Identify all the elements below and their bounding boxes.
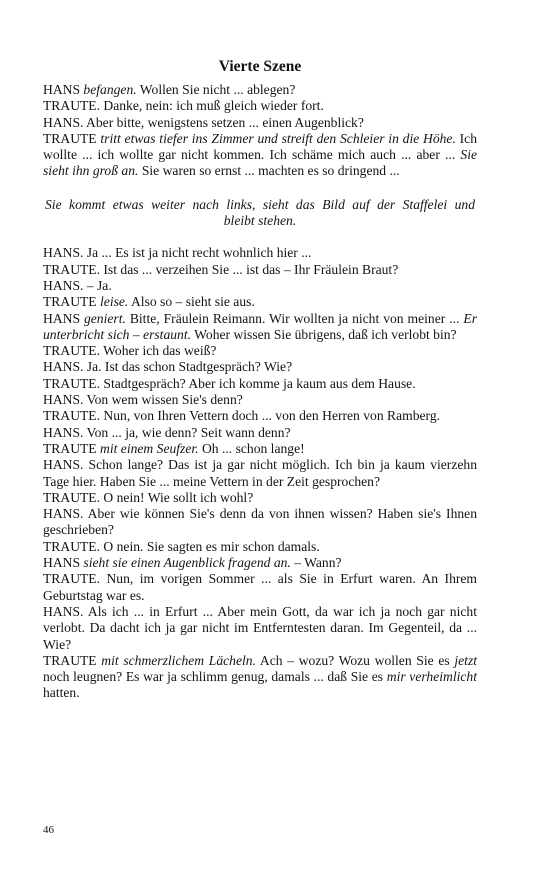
dialogue-text-segment: TRAUTE. Stadtgespräch? Aber ich komme ja kaum aus dem Hause. [43,375,416,391]
dialogue-text-segment: TRAUTE. Nun, von Ihren Vettern doch ... von den Herren von Ramberg. [43,408,441,424]
dialogue-text-segment: HANS [43,555,84,571]
dialogue-text-segment: Woher wissen Sie übrigens, daß ich verlobt bin? [191,326,457,342]
dialogue-text-segment: TRAUTE. Ist das ... verzeihen Sie ... ist das – Ihr Fräulein Braut? [43,261,399,277]
stage-note: befangen. [83,82,137,97]
dialogue-text-segment: TRAUTE [43,130,101,146]
dialogue-line [43,245,477,261]
dialogue-text-segment: HANS. Schon lange? Das ist ja gar nicht möglich. Ich bin ja kaum vierzehn Tage hier. Haben Sie ... meine Vettern in der Zeit gesprochen? [43,457,477,489]
dialogue-line [43,98,477,114]
dialogue-text-segment: HANS. Aber wie können Sie's denn da von ihnen wissen? Haben sie's Ihnen geschrieben? [43,506,477,538]
dialogue-line [43,131,477,180]
stage-note: mit einem Seufzer. [100,440,199,456]
dialogue-text-segment: TRAUTE. Nun, im vorigen Sommer ... als Sie in Erfurt waren. An Ihrem Geburtstag war es. [43,571,477,603]
dialogue-line [43,506,477,539]
page-number: 46 [43,824,54,836]
dialogue-line [43,490,477,506]
dialogue-line [43,571,477,604]
dialogue-line [43,457,477,490]
dialogue-block-1 [43,82,477,180]
dialogue-line [43,262,477,278]
dialogue-text-segment: Also so – sieht sie aus. [128,294,255,310]
dialogue-line [43,604,477,653]
dialogue-text-segment: hatten. [43,685,80,701]
dialogue-line [43,408,477,424]
dialogue-text-segment: Bitte, Fräulein Reimann. Wir wollten ja nicht von meiner ... [125,310,464,326]
dialogue-line [43,555,477,571]
dialogue-line [43,653,477,702]
dialogue-text-segment: TRAUTE. O nein! Wie sollt ich wohl? [43,489,254,505]
dialogue-text-segment: TRAUTE. Woher ich das weiß? [43,343,217,359]
dialogue-line [43,278,477,294]
dialogue-text-segment: Wollen Sie nicht ... ablegen? [136,82,296,97]
dialogue-line [43,311,477,344]
dialogue-text-segment: Ach – wozu? Wozu wollen Sie es [256,652,455,668]
stage-note: leise. [100,294,129,310]
document-page [43,57,477,702]
stage-note: sieht sie einen Augenblick fragend an. [83,555,291,571]
dialogue-text-segment: TRAUTE. Danke, nein: ich muß gleich wieder fort. [43,98,324,114]
stage-note: Sie sieht ihn groß an. [43,147,477,179]
stage-note: Er unterbricht sich – erstaunt. [43,310,477,342]
dialogue-line [43,441,477,457]
stage-direction-line-2: bleibt stehen. [223,213,297,229]
dialogue-line [43,294,477,310]
dialogue-text-segment: TRAUTE. O nein. Sie sagten es mir schon damals. [43,538,320,554]
stage-direction [43,197,477,230]
dialogue-text-segment: HANS. Von ... ja, wie denn? Seit wann denn? [43,424,291,440]
dialogue-text-segment: Ich wollte ... ich wollte gar nicht kommen. Ich schäme mich auch ... aber ... [43,130,478,163]
dialogue-text-segment: HANS [43,310,84,326]
dialogue-text-segment: – Wann? [290,555,342,571]
stage-note: tritt etwas tiefer ins Zimmer und streift den Schleier in die Höhe. [100,130,456,146]
dialogue-text-segment: HANS. – Ja. [43,277,112,293]
dialogue-text-segment: Oh ... schon lange! [198,440,305,456]
dialogue-line [43,343,477,359]
dialogue-text-segment: HANS. Aber bitte, wenigstens setzen ... einen Augenblick? [43,114,364,130]
dialogue-line [43,82,477,98]
stage-note: jetzt [454,652,478,668]
dialogue-text-segment: Sie waren so ernst ... machten es so dringend ... [138,163,400,179]
dialogue-line [43,376,477,392]
dialogue-line [43,539,477,555]
stage-note: mir verheimlicht [386,669,477,685]
dialogue-text-segment: TRAUTE [43,294,101,310]
scene-title: Vierte Szene [218,58,302,75]
dialogue-text-segment: HANS. Von wem wissen Sie's denn? [43,392,243,408]
dialogue-text [43,82,477,702]
stage-direction-line-1: Sie kommt etwas weiter nach links, sieht das Bild auf der Staffelei und [45,196,475,212]
dialogue-line [43,425,477,441]
dialogue-text-segment: noch leugnen? Es war ja schlimm genug, damals ... daß Sie es [43,669,387,685]
dialogue-text-segment: HANS [43,82,84,97]
dialogue-line [43,359,477,375]
dialogue-block-2 [43,245,477,701]
dialogue-text-segment: HANS. Als ich ... in Erfurt ... Aber mein Gott, da war ich ja noch gar nicht verlobt. Da dacht ich ja gar nicht im Entferntesten daran. Im Gegenteil, da ... Wie? [43,603,477,652]
stage-note: geniert. [83,310,126,326]
dialogue-text-segment: HANS. Ja ... Es ist ja nicht recht wohnlich hier ... [43,245,312,261]
dialogue-text-segment: TRAUTE [43,440,101,456]
dialogue-line [43,392,477,408]
stage-note: mit schmerzlichem Lächeln. [101,652,256,668]
dialogue-text-segment: TRAUTE [43,652,102,668]
dialogue-line [43,115,477,131]
dialogue-text-segment: HANS. Ja. Ist das schon Stadtgespräch? Wie? [43,359,293,375]
